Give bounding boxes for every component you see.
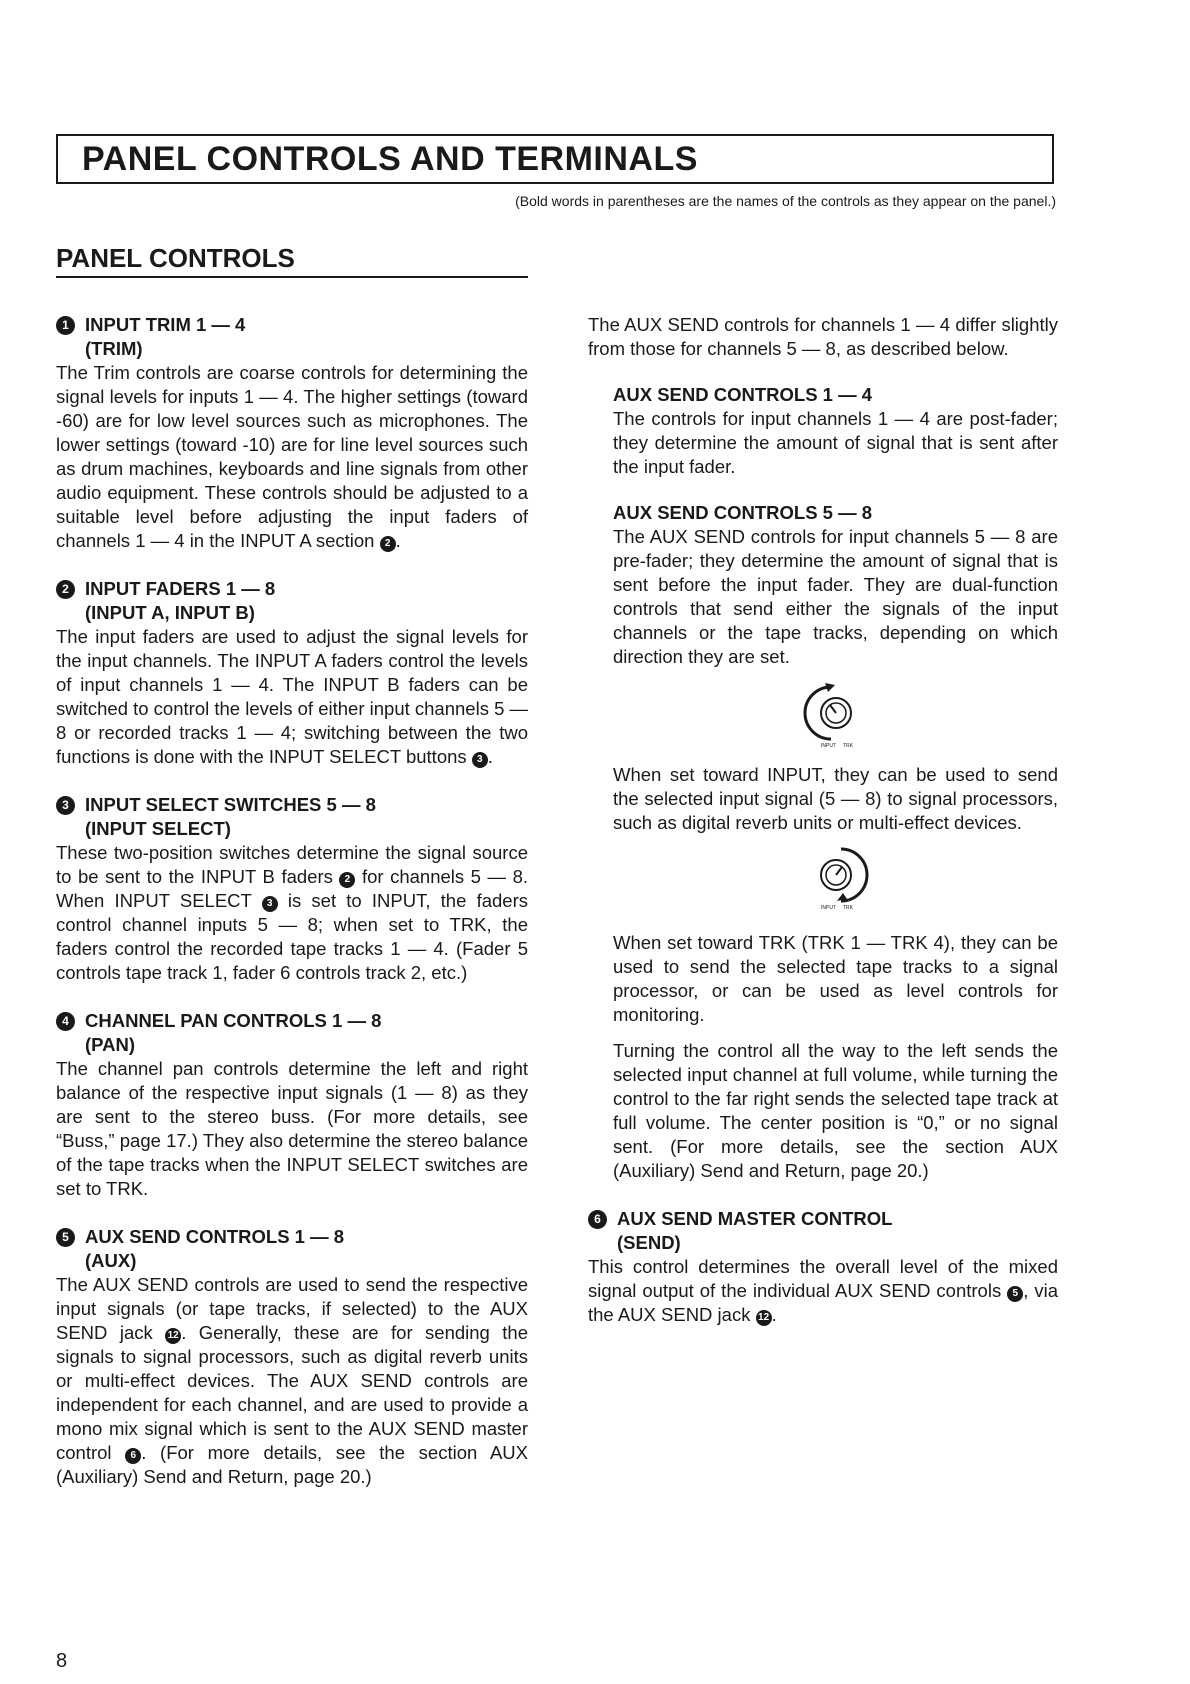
item-input-faders [56,577,528,769]
item-heading [56,577,528,601]
item-number-badge: 6 [588,1210,607,1229]
item-body [588,1255,1058,1327]
item-title: INPUT SELECT SWITCHES 5 — 8 [85,794,376,815]
ref-badge: 6 [125,1448,141,1464]
item-panel-name: (SEND) [617,1232,681,1253]
body-text: for channels 5 — 8. When INPUT SELECT [56,866,528,911]
body-end: . [395,530,401,551]
item-title: INPUT FADERS 1 — 8 [85,578,276,599]
ref-badge: 2 [339,872,355,888]
knob-trk-figure [613,841,1058,917]
section-heading [56,243,528,278]
item-number-badge: 1 [56,316,75,335]
ref-badge: 3 [262,896,278,912]
subsection-title: AUX SEND CONTROLS 5 — 8 [613,502,873,523]
body-text: . [771,1304,777,1325]
item-panel-name: (AUX) [85,1250,137,1271]
body-text: This control determines the overall level of the mixed signal output of the individual AUX SEND controls [588,1256,1058,1301]
body-text: The AUX SEND controls are used to send the respective input signals (or tape tracks, if selected) to the AUX SEND jack [56,1274,528,1343]
item-heading [56,313,528,337]
knob-input-label: INPUT [820,743,836,749]
body-text: The input faders are used to adjust the signal levels for the input channels. The INPUT A faders control the levels of input channels 1 — 4. The INPUT B faders can be switched to control the levels of either input channels 5 — 8 or recorded tracks 1 — 4; switching between the two functions is done with the INPUT SELECT buttons [56,626,529,767]
item-aux-send [56,1225,528,1489]
ref-badge: 12 [756,1310,772,1326]
item-panel-name: (PAN) [85,1034,136,1055]
trk-direction-text: When set toward TRK (TRK 1 — TRK 4), they can be used to send the selected tape tracks to a signal processor, or can be used as level controls for monitoring. [613,932,1058,1025]
subsection-body: The controls for input channels 1 — 4 are post-fader; they determine the amount of signal that is sent after the input fader. [613,408,1058,477]
item-body [56,1273,528,1489]
item-title: AUX SEND CONTROLS 1 — 8 [85,1226,345,1247]
ref-badge: 12 [165,1328,181,1344]
item-panel-name: (INPUT SELECT) [85,818,231,839]
turning-text: Turning the control all the way to the left sends the selected input channel at full volume, while turning the control to the far right sends the selected tape track at full volume. The center position is “0,” or no signal sent. (For more details, see the section AUX (Auxiliary) Send and Return, page 20.) [613,1040,1058,1181]
item-heading [56,1225,528,1249]
item-aux-send-master [588,1207,1058,1327]
item-input-trim [56,313,528,553]
left-column [56,313,528,1513]
knob-input-figure [613,679,1058,755]
section-title: PANEL CONTROLS [56,243,295,273]
ref-badge: 5 [1007,1286,1023,1302]
item-number-badge: 3 [56,796,75,815]
knob-trk-label: TRK [842,905,853,911]
subsection-body: The AUX SEND controls for input channels 5 — 8 are pre-fader; they determine the amount of signal that is sent before the input fader. They are dual-function controls that send either the signals of the input channels or the tape tracks, depending on which direction they are set. [613,526,1058,667]
ref-badge: 3 [472,752,488,768]
item-input-select [56,793,528,985]
item-heading [588,1207,1058,1231]
item-number-badge: 2 [56,580,75,599]
body-text: , via the AUX SEND jack [588,1280,1059,1325]
item-body: The channel pan controls determine the left and right balance of the respective input signals (1 — 8) as they are sent to the stereo buss. (For more details, see “Buss,” page 17.) They also determine the stereo balance of the tape tracks when the INPUT SELECT switches are set to TRK. [56,1058,528,1199]
aux-subsections [588,383,1058,1183]
page-title-box [56,134,1054,184]
knob-trk-icon [801,841,871,911]
item-title: CHANNEL PAN CONTROLS 1 — 8 [85,1010,382,1031]
body-text: . Generally, these are for sending the signals to signal processors, such as digital reverb units or multi-effect devices. The AUX SEND controls are independent for each channel, and are used to provide a mono mix signal which is sent to the AUX SEND master control [56,1322,528,1463]
input-direction-text: When set toward INPUT, they can be used to send the selected input signal (5 — 8) to signal processors, such as digital reverb units or multi-effect devices. [613,764,1058,833]
body-end: . [487,746,493,767]
item-panel-name: (INPUT A, INPUT B) [85,602,255,623]
item-title: INPUT TRIM 1 — 4 [85,314,246,335]
body-text: The Trim controls are coarse controls for determining the signal levels for inputs 1 — 4. The higher settings (toward -60) are for low level sources such as microphones. The lower settings (toward -10) are for line level sources such as drum machines, keyboards and line signals from other audio equipment. These controls should be adjusted to a suitable level before adjusting the input faders of channels 1 — 4 in the INPUT A section [56,362,528,551]
body-text: . (For more details, see the section AUX (Auxiliary) Send and Return, page 20.) [56,1442,528,1487]
item-number-badge: 5 [56,1228,75,1247]
aux-intro: The AUX SEND controls for channels 1 — 4 differ slightly from those for channels 5 — 8, as described below. [588,314,1058,359]
knob-input-icon [801,679,871,749]
ref-badge: 2 [380,536,396,552]
page-title: PANEL CONTROLS AND TERMINALS [82,140,698,178]
item-body [56,625,528,769]
item-heading [56,793,528,817]
knob-trk-label: TRK [842,743,853,749]
right-column [588,313,1058,1351]
item-panel-name: (TRIM) [85,338,143,359]
item-body [56,841,528,985]
knob-input-label: INPUT [820,905,836,911]
subsection-title: AUX SEND CONTROLS 1 — 4 [613,384,873,405]
item-channel-pan [56,1009,528,1201]
body-text: These two-position switches determine the signal source to be sent to the INPUT B faders [56,842,528,887]
item-title: AUX SEND MASTER CONTROL [617,1208,893,1229]
page-subtitle: (Bold words in parentheses are the names of the controls as they appear on the panel.) [515,193,1056,209]
body-text: is set to INPUT, the faders control channel inputs 5 — 8; when set to TRK, the faders control the recorded tape tracks 1 — 4. (Fader 5 controls tape track 1, fader 6 controls track 2, etc.) [56,890,528,983]
item-number-badge: 4 [56,1012,75,1031]
item-heading [56,1009,528,1033]
item-body [56,361,528,553]
page-number: 8 [56,1650,68,1672]
